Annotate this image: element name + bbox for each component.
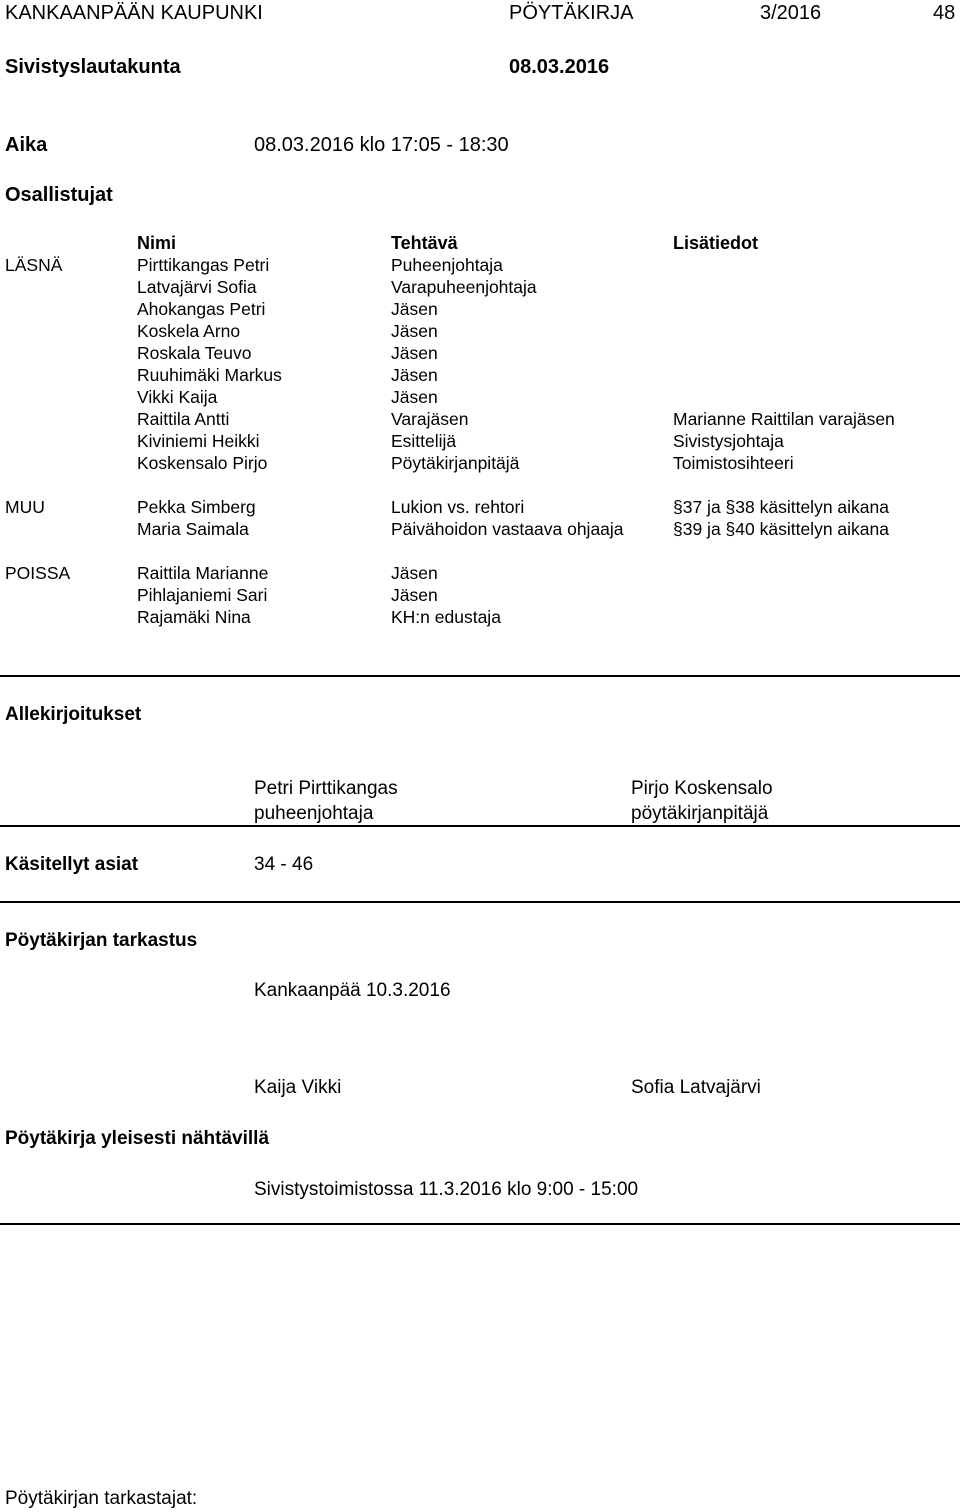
participant-name: Vikki Kaija (137, 387, 218, 407)
board-name: Sivistyslautakunta (5, 56, 181, 78)
document-type: PÖYTÄKIRJA (509, 2, 634, 24)
reviewer-name: Sofia Latvajärvi (631, 1077, 761, 1098)
participant-info: Marianne Raittilan varajäsen (673, 409, 895, 429)
chair-title: puheenjohtaja (254, 803, 374, 824)
review-place-date: Kankaanpää 10.3.2016 (254, 980, 451, 1001)
participant-name: Koskela Arno (137, 321, 241, 341)
present-label: LÄSNÄ (5, 255, 63, 275)
section-divider (0, 901, 960, 903)
participant-name: Ahokangas Petri (137, 299, 266, 319)
participant-role: Puheenjohtaja (391, 255, 503, 275)
public-display-value: Sivistystoimistossa 11.3.2016 klo 9:00 - 15:00 (254, 1179, 639, 1200)
participant-name: Roskala Teuvo (137, 343, 252, 363)
public-display-label: Pöytäkirja yleisesti nähtävillä (5, 1128, 270, 1149)
participant-role: Pöytäkirjanpitäjä (391, 453, 520, 473)
participant-role: Jäsen (391, 365, 438, 385)
participant-role: KH:n edustaja (391, 607, 501, 627)
time-label: Aika (5, 134, 48, 156)
participant-name: Ruuhimäki Markus (137, 365, 282, 385)
participant-name: Raittila Antti (137, 409, 230, 429)
column-header-info: Lisätiedot (673, 233, 759, 253)
column-header-role: Tehtävä (391, 233, 458, 253)
column-header-name: Nimi (137, 233, 177, 253)
section-divider (0, 675, 960, 677)
participant-name: Koskensalo Pirjo (137, 453, 268, 473)
participant-name: Maria Saimala (137, 519, 249, 539)
other-label: MUU (5, 497, 45, 517)
participant-info: Toimistosihteeri (673, 453, 794, 473)
meeting-date: 08.03.2016 (509, 56, 610, 78)
participant-role: Jäsen (391, 343, 438, 363)
absent-label: POISSA (5, 563, 71, 583)
participant-role: Esittelijä (391, 431, 457, 451)
participant-name: Pihlajaniemi Sari (137, 585, 268, 605)
reviewers-label: Pöytäkirjan tarkastajat: (5, 1488, 198, 1509)
participant-name: Rajamäki Nina (137, 607, 251, 627)
participant-role: Jäsen (391, 387, 438, 407)
participant-name: Pirttikangas Petri (137, 255, 270, 275)
participant-name: Kiviniemi Heikki (137, 431, 260, 451)
items-label: Käsitellyt asiat (5, 854, 139, 875)
secretary-name: Pirjo Koskensalo (631, 778, 773, 799)
time-value: 08.03.2016 klo 17:05 - 18:30 (254, 134, 509, 156)
participant-role: Jäsen (391, 585, 438, 605)
participants-label: Osallistujat (5, 184, 113, 206)
participant-name: Raittila Marianne (137, 563, 269, 583)
participant-info: §39 ja §40 käsittelyn aikana (673, 519, 889, 539)
participant-info: Sivistysjohtaja (673, 431, 784, 451)
participant-role: Jäsen (391, 563, 438, 583)
section-divider (0, 1223, 960, 1225)
document-number: 3/2016 (760, 2, 822, 24)
participant-role: Päivähoidon vastaava ohjaaja (391, 519, 624, 539)
signatures-label: Allekirjoitukset (5, 704, 142, 725)
participant-role: Varajäsen (391, 409, 469, 429)
participant-role: Jäsen (391, 299, 438, 319)
page-number: 48 (933, 2, 956, 24)
chair-name: Petri Pirttikangas (254, 778, 398, 799)
city-name: KANKAANPÄÄN KAUPUNKI (5, 2, 263, 24)
reviewer-name: Kaija Vikki (254, 1077, 342, 1098)
participant-name: Pekka Simberg (137, 497, 256, 517)
participant-role: Lukion vs. rehtori (391, 497, 525, 517)
review-label: Pöytäkirjan tarkastus (5, 930, 198, 951)
items-value: 34 - 46 (254, 854, 314, 875)
participant-name: Latvajärvi Sofia (137, 277, 257, 297)
section-divider (0, 825, 960, 827)
secretary-title: pöytäkirjanpitäjä (631, 803, 769, 824)
participant-role: Varapuheenjohtaja (391, 277, 537, 297)
participant-role: Jäsen (391, 321, 438, 341)
participant-info: §37 ja §38 käsittelyn aikana (673, 497, 889, 517)
